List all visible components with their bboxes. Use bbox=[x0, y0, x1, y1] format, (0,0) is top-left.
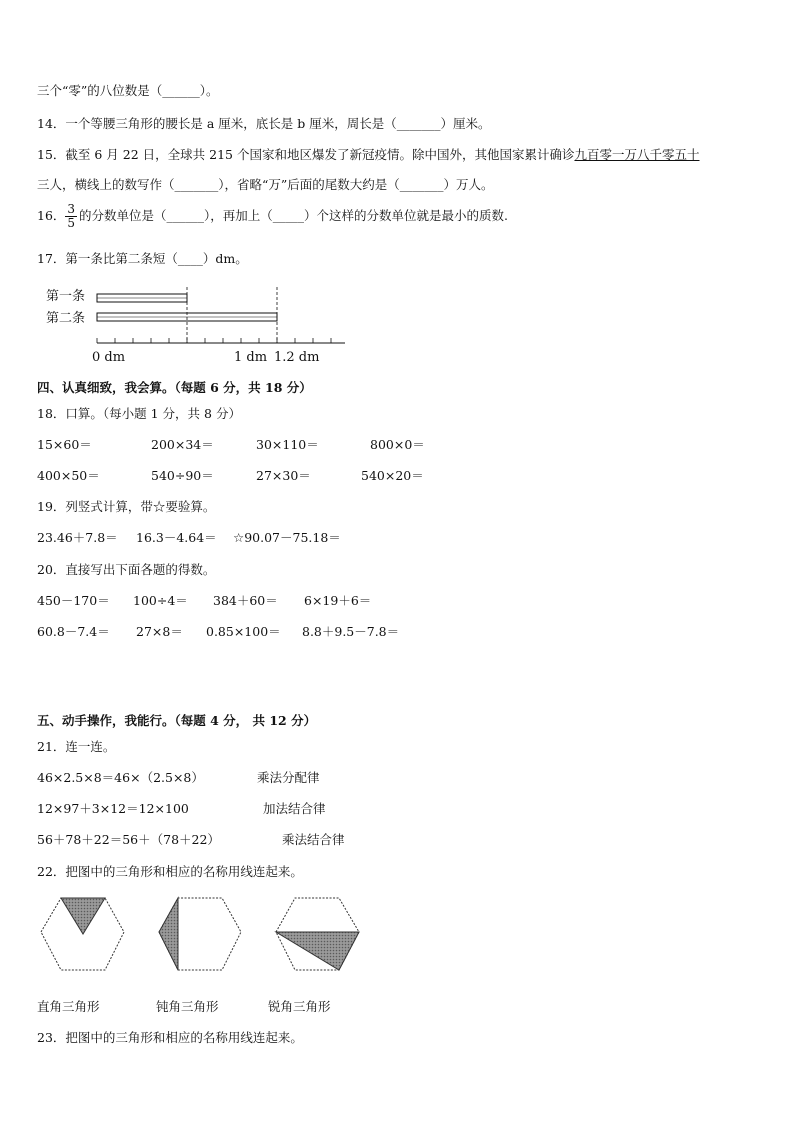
q19-item-2: 16.3－4.64＝ bbox=[136, 530, 217, 545]
q20-r1-c3: 384＋60＝ bbox=[213, 593, 278, 608]
q16-rest: 的分数单位是（______），再加上（_____）个这样的分数单位就是最小的质数. bbox=[79, 208, 509, 223]
q18-title: 18．口算。（每小题 1 分，共 8 分） bbox=[37, 406, 241, 421]
q15-underlined-number: 九百零一万八千零五十 bbox=[574, 147, 700, 162]
q18-r1-c3: 30×110＝ bbox=[256, 437, 319, 452]
q21-right-2: 加法结合律 bbox=[263, 801, 326, 816]
hexagon-1 bbox=[41, 898, 124, 970]
q17-tick-1dm: 1 dm bbox=[234, 350, 268, 365]
q18-r1-c1: 15×60＝ bbox=[37, 437, 92, 452]
q15-line1 bbox=[37, 147, 699, 163]
q20-r1-c2: 100÷4＝ bbox=[133, 593, 188, 608]
q19-item-1: 23.46＋7.8＝ bbox=[37, 530, 118, 545]
q17-bar-diagram bbox=[40, 283, 350, 365]
q13-text: 三个“零”的八位数是（______）。 bbox=[37, 83, 219, 98]
q17-axis-ticks bbox=[97, 338, 331, 343]
q17-tick-1-2dm: 1.2 dm bbox=[274, 350, 320, 365]
q18-r2-c4: 540×20＝ bbox=[361, 468, 424, 483]
hexagon-2-triangle bbox=[159, 898, 178, 970]
q20-r2-c1: 60.8－7.4＝ bbox=[37, 624, 110, 639]
q17-label-first: 第一条 bbox=[46, 289, 86, 304]
q17-label-second: 第二条 bbox=[46, 311, 86, 326]
hexagon-2 bbox=[159, 898, 241, 970]
q18-r2-c2: 540÷90＝ bbox=[151, 468, 214, 483]
q21-title: 21．连一连。 bbox=[37, 739, 116, 754]
q16-text bbox=[37, 203, 508, 230]
q15-line1-text: 15．截至 6 月 22 日，全球共 215 个国家和地区爆发了新冠疫情。除中国外，其他国家累计确诊 bbox=[37, 147, 575, 162]
q20-r1-c1: 450－170＝ bbox=[37, 593, 110, 608]
q21-right-1: 乘法分配律 bbox=[257, 770, 320, 785]
q21-right-3: 乘法结合律 bbox=[282, 832, 345, 847]
q16-numerator: 3 bbox=[67, 202, 76, 216]
q23-title: 23．把图中的三角形和相应的名称用线连起来。 bbox=[37, 1030, 303, 1045]
q21-left-3: 56＋78＋22＝56＋（78＋22） bbox=[37, 832, 220, 847]
q18-r1-c4: 800×0＝ bbox=[370, 437, 425, 452]
q16-prefix: 16． bbox=[37, 208, 66, 223]
q22-hexagon-figures bbox=[35, 892, 365, 974]
q20-r2-c3: 0.85×100＝ bbox=[206, 624, 281, 639]
q22-label-right-triangle: 直角三角形 bbox=[37, 999, 100, 1014]
q20-r2-c2: 27×8＝ bbox=[136, 624, 183, 639]
q17-text: 17．第一条比第二条短（____）dm。 bbox=[37, 251, 248, 266]
q17-tick-0dm: 0 dm bbox=[92, 350, 126, 365]
q16-fraction bbox=[65, 203, 77, 230]
q20-title: 20．直接写出下面各题的得数。 bbox=[37, 562, 216, 577]
q21-left-2: 12×97＋3×12＝12×100 bbox=[37, 801, 189, 816]
q20-r2-c4: 8.8＋9.5－7.8＝ bbox=[302, 624, 400, 639]
q18-r2-c3: 27×30＝ bbox=[256, 468, 311, 483]
q18-r1-c2: 200×34＝ bbox=[151, 437, 214, 452]
section-5-title: 五、动手操作，我能行。（每题 4 分， 共 12 分） bbox=[37, 713, 317, 728]
q22-label-acute-triangle: 锐角三角形 bbox=[268, 999, 331, 1014]
q16-denominator: 5 bbox=[67, 216, 76, 230]
q19-title: 19．列竖式计算，带☆要验算。 bbox=[37, 499, 216, 514]
q21-left-1: 46×2.5×8＝46×（2.5×8） bbox=[37, 770, 204, 785]
q14-text: 14．一个等腰三角形的腰长是 a 厘米，底长是 b 厘米，周长是（_______）厘米。 bbox=[37, 116, 491, 131]
q22-label-obtuse-triangle: 钝角三角形 bbox=[156, 999, 219, 1014]
hexagon-3 bbox=[276, 898, 359, 970]
q18-r2-c1: 400×50＝ bbox=[37, 468, 100, 483]
q22-title: 22．把图中的三角形和相应的名称用线连起来。 bbox=[37, 864, 303, 879]
q15-line2: 三人，横线上的数写作（_______），省略“万”后面的尾数大约是（_______）万人。 bbox=[37, 177, 494, 192]
q20-r1-c4: 6×19＋6＝ bbox=[304, 593, 372, 608]
q19-item-3: ☆90.07－75.18＝ bbox=[233, 530, 341, 545]
section-4-title: 四、认真细致，我会算。（每题 6 分，共 18 分） bbox=[37, 380, 312, 395]
